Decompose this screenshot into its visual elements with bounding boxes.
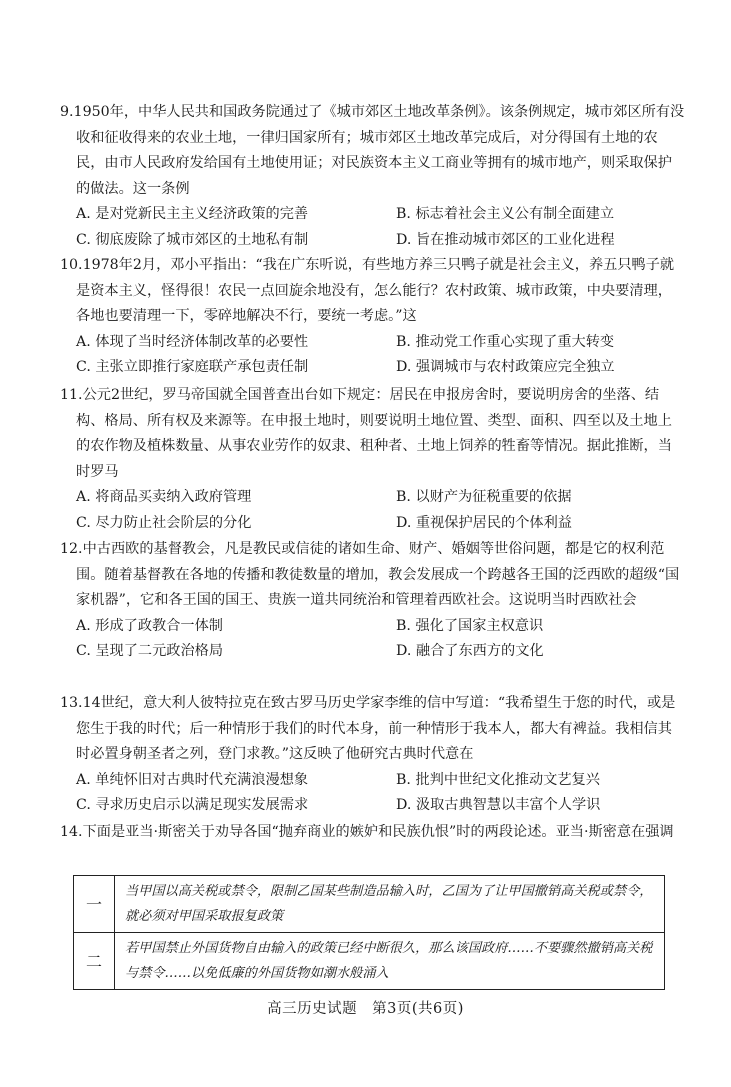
options bbox=[76, 768, 686, 819]
question-stem: 12.中古西欧的基督教会，凡是教民或信徒的诸如生命、财产、婚姻等世俗问题，都是它的权利范围。随着基督教在各地的传播和教徒数量的增加，教会发展成一个跨越各王国的泛西欧的超级“国家机器”，它和各王国的国王、贵族一道共同统治和管理着西欧社会。这说明当时西欧社会 bbox=[60, 541, 680, 608]
option-d: D. 重视保护居民的个体利益 bbox=[396, 514, 572, 531]
option-c: C. 寻求历史启示以满足现实发展需求 bbox=[76, 797, 309, 813]
question-stem: 13.14世纪，意大利人彼特拉克在致古罗马历史学家李维的信中写道：“我希望生于您的时代，或是您生于我的时代；后一种情形于我们的时代本身，前一种情形于我本人，都大有裨益。我相信其时必置身朝圣者之列，登门求教。”这反映了他研究古典时代意在 bbox=[60, 695, 676, 762]
option-c: C. 尽力防止社会阶层的分化 bbox=[76, 514, 252, 531]
options bbox=[76, 485, 686, 536]
option-a: A. 是对党新民主主义经济政策的完善 bbox=[76, 206, 309, 222]
options bbox=[76, 330, 686, 381]
option-b: B. 推动党工作重心实现了重大转变 bbox=[396, 333, 615, 350]
option-d: D. 旨在推动城市郊区的工业化进程 bbox=[396, 231, 615, 248]
question-9 bbox=[58, 100, 686, 253]
question-stem: 14.下面是亚当·斯密关于劝导各国“抛弃商业的嫉妒和民族仇恨”时的两段论述。亚当·斯密意在强调 bbox=[60, 824, 674, 840]
option-a: A. 体现了当时经济体制改革的必要性 bbox=[76, 333, 309, 350]
question-10 bbox=[58, 253, 686, 381]
option-d: D. 汲取古典智慧以丰富个人学识 bbox=[396, 797, 601, 813]
option-b: B. 强化了国家主权意识 bbox=[396, 617, 544, 634]
option-c: C. 主张立即推行家庭联产承包责任制 bbox=[76, 359, 309, 375]
option-b: B. 标志着社会主义公有制全面建立 bbox=[396, 206, 615, 222]
table-row bbox=[74, 876, 665, 933]
question-14 bbox=[58, 820, 686, 846]
option-b: B. 以财产为征税重要的依据 bbox=[396, 489, 572, 505]
options bbox=[76, 614, 686, 665]
question-stem: 11.公元2世纪，罗马帝国就全国普查出台如下规定：居民在申报房舍时，要说明房舍的坐落、结构、格局、所有权及来源等。在申报土地时，则要说明土地位置、类型、面积、四至以及土地上的农作物及植株数量、从事农业劳作的奴隶、租种者、土地上饲养的牲畜等情况。据此推断，当时罗马 bbox=[60, 387, 672, 480]
row-text: 若甲国禁止外国货物自由输入的政策已经中断很久，那么该国政府……不要骤然撤销高关税与禁令……以免低廉的外国货物如潮水般涌入 bbox=[115, 933, 665, 990]
option-c: C. 彻底废除了城市郊区的土地私有制 bbox=[76, 231, 309, 248]
row-index: 一 bbox=[74, 876, 115, 933]
question-stem: 10.1978年2月，邓小平指出：“我在广东听说，有些地方养三只鸭子就是社会主义，养五只鸭子就是资本主义，怪得很！农民一点回旋余地没有，怎么能行？农村政策、城市政策，中央要清理，各地也要清理一下，零碎地解决不行，要统一考虑。”这 bbox=[60, 257, 675, 324]
option-d: D. 强调城市与农村政策应完全独立 bbox=[396, 359, 615, 375]
options bbox=[76, 202, 686, 253]
option-a: A. 形成了政教合一体制 bbox=[76, 617, 223, 634]
question-11 bbox=[58, 383, 686, 536]
question-stem: 9.1950年，中华人民共和国政务院通过了《城市郊区土地改革条例》。该条例规定，城市郊区所有没收和征收得来的农业土地，一律归国家所有；城市郊区土地改革完成后，对分得国有土地的农民，由市人民政府发给国有土地使用证；对民族资本主义工商业等拥有的城市地产，则采取保护的做法。这一条例 bbox=[60, 104, 685, 197]
row-text: 当甲国以高关税或禁令，限制乙国某些制造品输入时，乙国为了让甲国撤销高关税或禁令，就必须对甲国采取报复政策 bbox=[115, 876, 665, 933]
row-index: 二 bbox=[74, 933, 115, 990]
question-13 bbox=[58, 691, 686, 819]
page-footer: 高三历史试题 第3页(共6页) bbox=[267, 1001, 464, 1017]
quote-table bbox=[73, 875, 665, 990]
question-12 bbox=[58, 537, 686, 665]
table-row bbox=[74, 933, 665, 990]
option-d: D. 融合了东西方的文化 bbox=[396, 643, 544, 659]
option-b: B. 批判中世纪文化推动文艺复兴 bbox=[396, 771, 600, 788]
option-a: A. 单纯怀旧对古典时代充满浪漫想象 bbox=[76, 771, 309, 788]
option-c: C. 呈现了二元政治格局 bbox=[76, 643, 224, 659]
option-a: A. 将商品买卖纳入政府管理 bbox=[76, 489, 252, 505]
